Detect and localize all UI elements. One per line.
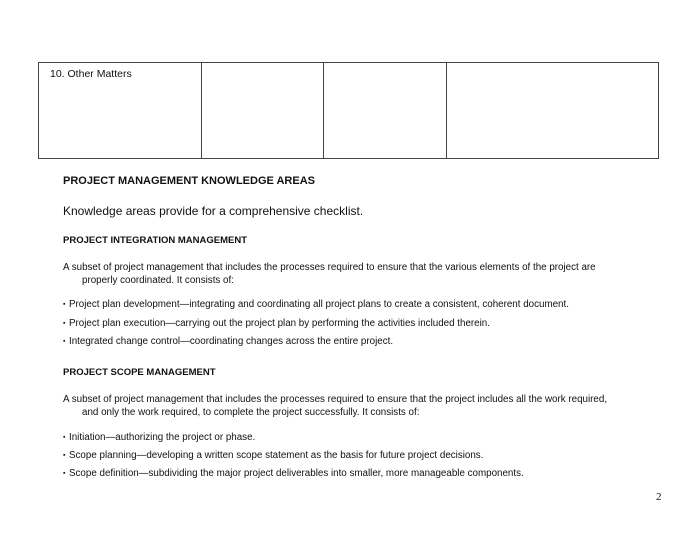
scope-heading: PROJECT SCOPE MANAGEMENT [63, 367, 216, 378]
list-item [63, 318, 490, 329]
list-item-text: Integrated change control—coordinating changes across the entire project. [69, 336, 394, 347]
bullet-icon: ▪ [63, 452, 66, 459]
paragraph-line: A subset of project management that includes the processes required to ensure that the project includes all the work required, [63, 394, 608, 405]
list-item-text: Initiation—authorizing the project or phase. [69, 432, 256, 443]
paragraph-line: and only the work required, to complete the project successfully. It consists of: [82, 407, 420, 418]
integration-paragraph [63, 261, 623, 287]
other-matters-table [38, 62, 659, 159]
row-label: 10. Other Matters [50, 68, 132, 80]
bullet-icon: ▪ [63, 301, 66, 308]
list-item [63, 299, 569, 310]
table-cell-row-label [39, 63, 202, 158]
table-cell [447, 63, 658, 158]
list-item [63, 432, 255, 443]
list-item [63, 450, 483, 461]
page-number: 2 [656, 491, 662, 503]
list-item-text: Scope definition—subdividing the major project deliverables into smaller, more manageable components. [69, 468, 524, 479]
list-item [63, 336, 393, 347]
paragraph-line: A subset of project management that includes the processes required to ensure that the various elements of the project are [63, 262, 596, 273]
list-item-text: Scope planning—developing a written scope statement as the basis for future project decisions. [69, 450, 484, 461]
bullet-icon: ▪ [63, 320, 66, 327]
list-item-text: Project plan development—integrating and coordinating all project plans to create a consistent, coherent document. [69, 299, 569, 310]
bullet-icon: ▪ [63, 470, 66, 477]
scope-paragraph [63, 393, 623, 419]
bullet-icon: ▪ [63, 434, 66, 441]
paragraph-line: properly coordinated. It consists of: [82, 275, 234, 286]
list-item-text: Project plan execution—carrying out the project plan by performing the activities included therein. [69, 318, 490, 329]
integration-heading: PROJECT INTEGRATION MANAGEMENT [63, 235, 248, 246]
table-cell [202, 63, 324, 158]
section-heading: PROJECT MANAGEMENT KNOWLEDGE AREAS [63, 175, 315, 187]
bullet-icon: ▪ [63, 338, 66, 345]
table-cell [324, 63, 447, 158]
intro-text: Knowledge areas provide for a comprehensive checklist. [63, 204, 364, 218]
list-item [63, 468, 524, 479]
